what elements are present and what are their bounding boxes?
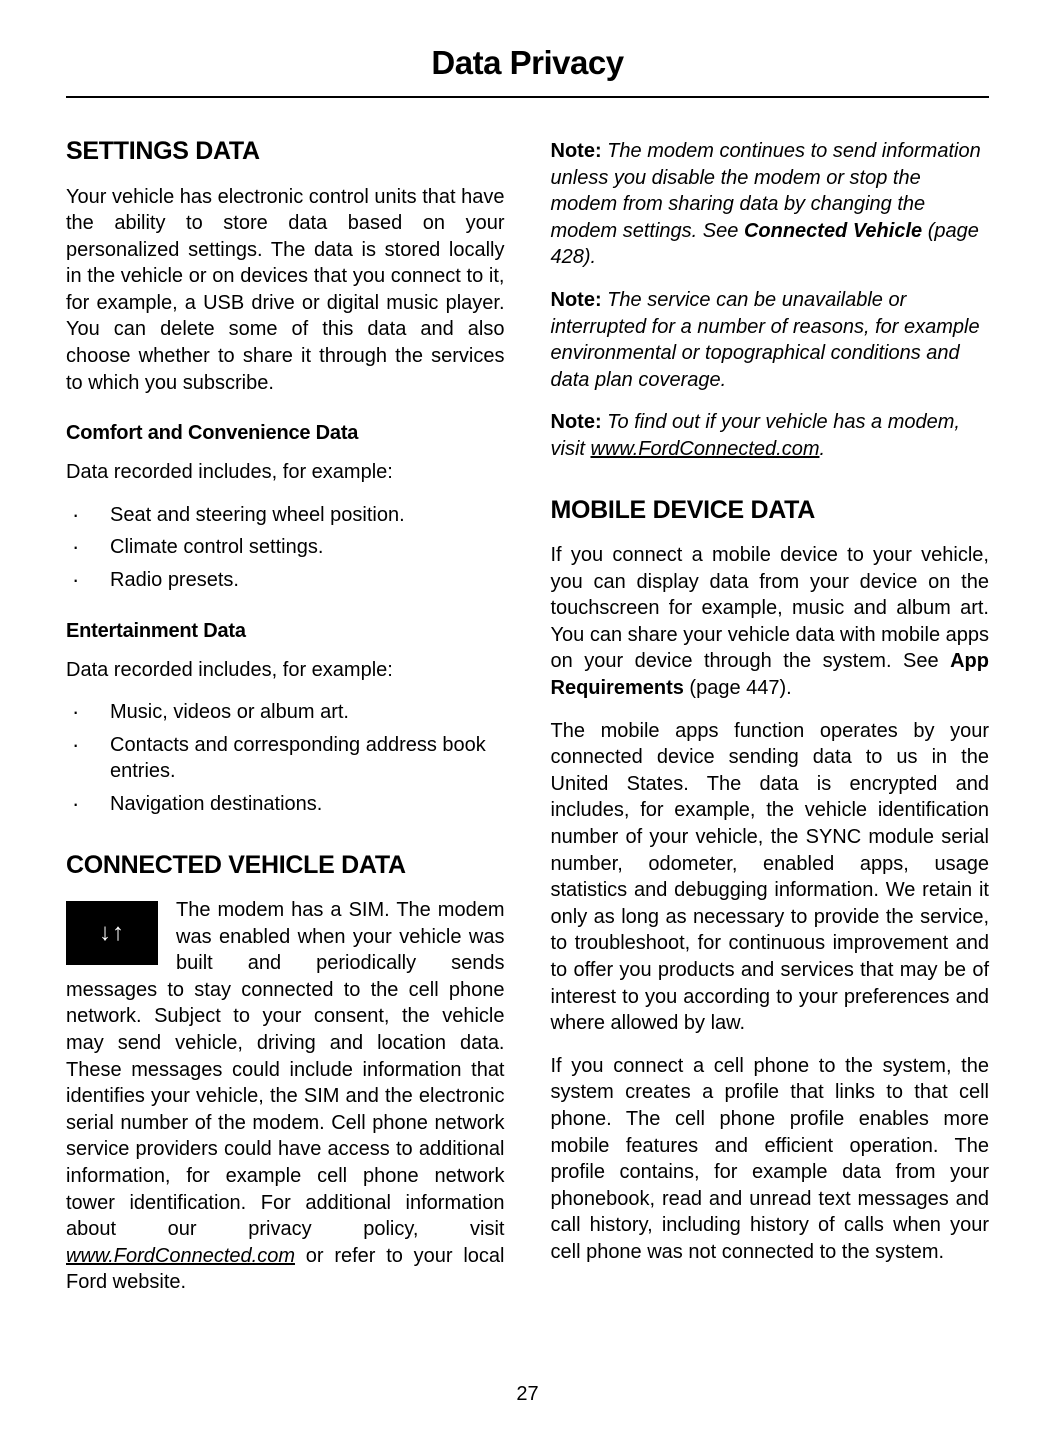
note-2-text: The service can be unavailable or interrupted for a number of reasons, for example environmental or topographical conditions and data plan coverage. bbox=[550, 288, 980, 391]
settings-data-heading: SETTINGS DATA bbox=[66, 137, 260, 165]
entertainment-bullet-list bbox=[66, 699, 505, 817]
note-1-tail: (page 428). bbox=[550, 219, 979, 269]
note-label: Note: bbox=[550, 140, 602, 162]
two-column-body bbox=[66, 138, 989, 1312]
left-column bbox=[66, 138, 505, 1312]
connected-vehicle-text-b: or refer to your local Ford website. bbox=[66, 1244, 505, 1294]
comfort-bullet-list bbox=[66, 502, 505, 594]
list-item: · Contacts and corresponding address book entries. bbox=[66, 732, 505, 785]
mobile-text-a: If you connect a mobile device to your vehicle, you can display data from your device on the touchscreen for example, music and album art. You can share your vehicle data with mobile apps on your device through the system. See bbox=[550, 544, 989, 673]
list-item: · Navigation destinations. bbox=[66, 791, 505, 818]
note-modem-settings bbox=[551, 138, 990, 271]
note-service-availability bbox=[551, 287, 990, 393]
ford-connected-link[interactable]: www.FordConnected.com bbox=[66, 1244, 295, 1267]
app-requirements-reference: App Requirements bbox=[550, 650, 989, 699]
list-item: · Seat and steering wheel position. bbox=[66, 502, 505, 529]
comfort-intro-text: Data recorded includes, for example: bbox=[66, 461, 393, 484]
note-1-text: The modem continues to send information unless you disable the modem or stop the modem from sharing data by changing the modem settings. See bbox=[550, 140, 981, 242]
settings-data-paragraph: Your vehicle has electronic control units that have the ability to store data based on your personalized settings. The data is stored locally in the vehicle or on devices that you connect to it, for example, a USB drive or digital music player. You can delete some of this data and also choose whether to share it through the services to which you subscribe. bbox=[66, 185, 505, 394]
mobile-device-data-heading: MOBILE DEVICE DATA bbox=[550, 495, 816, 524]
ford-connected-link[interactable]: www.FordConnected.com bbox=[590, 437, 820, 460]
connected-vehicle-data-heading: CONNECTED VEHICLE DATA bbox=[66, 850, 406, 879]
mobile-text-b: (page 447). bbox=[683, 677, 792, 699]
note-label: Note: bbox=[550, 288, 602, 311]
header-divider bbox=[66, 96, 989, 98]
modem-data-transfer-icon bbox=[66, 901, 158, 965]
right-column bbox=[551, 138, 990, 1312]
note-label: Note: bbox=[550, 411, 602, 434]
mobile-device-paragraph-1 bbox=[551, 542, 990, 702]
note-find-modem bbox=[551, 409, 990, 462]
entertainment-data-heading: Entertainment Data bbox=[66, 619, 246, 642]
note-3-text: To find out if your vehicle has a modem, visit bbox=[550, 411, 960, 460]
mobile-device-paragraph-3: If you connect a cell phone to the system, the system creates a profile that links to that cell phone. The cell phone profile enables more mobile features and efficient operation. The profile contains, for example data from your phonebook, read and unread text messages and call history, including history of calls when your cell phone was not connected to the system. bbox=[550, 1054, 989, 1263]
comfort-convenience-heading: Comfort and Convenience Data bbox=[66, 422, 359, 445]
modem-icon-glyph: ↓↑ bbox=[99, 919, 125, 947]
page-title: Data Privacy bbox=[431, 44, 624, 81]
list-item: · Music, videos or album art. bbox=[66, 699, 505, 726]
connected-vehicle-text-a: The modem has a SIM. The modem was enabled when your vehicle was built and periodically sends messages to stay connected to the cell phone network. Subject to your consent, the vehicle may send vehicle, driving and location data. These messages could include information that identifies your vehicle, the SIM and the electronic serial number of the modem. Cell phone network service providers could have access to additional information, for example cell phone network tower identification. For additional information about our privacy policy, visit bbox=[66, 899, 505, 1241]
note-3-tail: . bbox=[819, 437, 826, 460]
connected-vehicle-reference: Connected Vehicle bbox=[743, 219, 923, 242]
mobile-device-paragraph-2: The mobile apps function operates by your connected device sending data to us in the United States. The data is encrypted and includes, for example, the vehicle identification number of your vehicle, the SYNC module serial number, odometer, enabled apps, usage statistics and debugging information. We retain it only as long as necessary to provide the service, to troubleshoot, for continuous improvement and to offer you products and services that may be of interest to you according to your preferences and where allowed by law. bbox=[550, 719, 989, 1035]
list-item: · Climate control settings. bbox=[66, 534, 505, 561]
entertainment-intro-text: Data recorded includes, for example: bbox=[66, 658, 393, 681]
page-number: 27 bbox=[516, 1383, 539, 1405]
list-item: · Radio presets. bbox=[66, 567, 505, 594]
